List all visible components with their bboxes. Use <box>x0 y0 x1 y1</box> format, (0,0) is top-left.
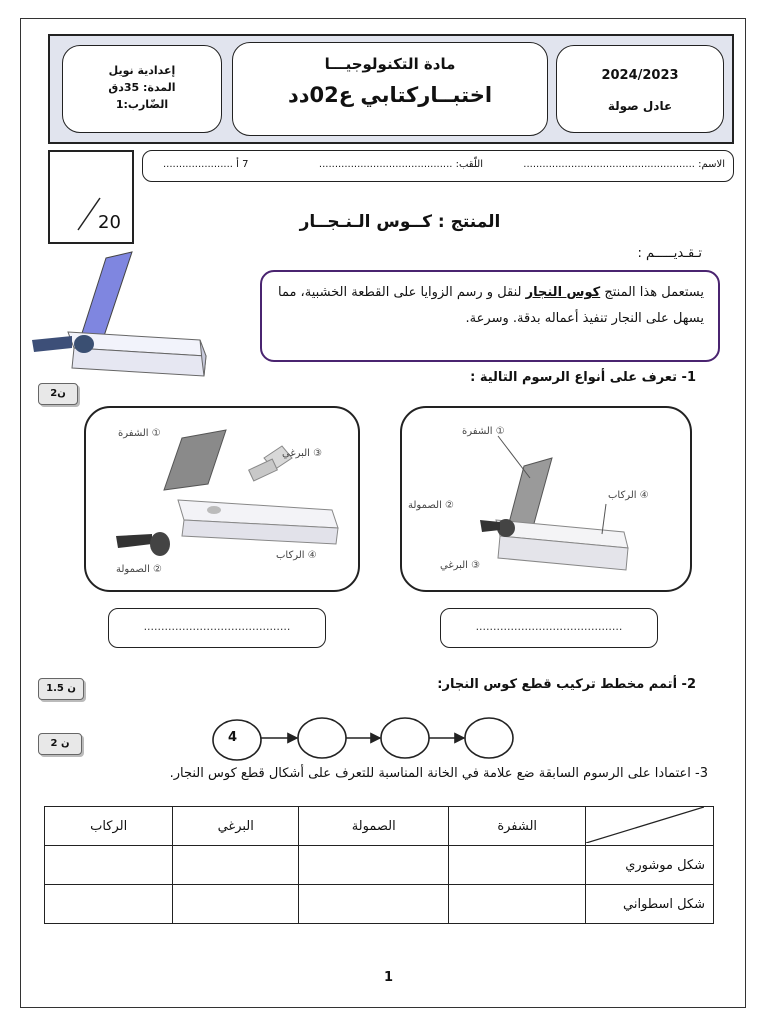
col-header-nut: الصمولة <box>299 807 449 846</box>
intro-product-name: كوس النجار <box>525 285 601 300</box>
label-screw: ③ البرغي <box>440 560 481 571</box>
year-box <box>556 45 724 133</box>
page-number: 1 <box>384 970 394 985</box>
exploded-view-frame <box>84 406 360 592</box>
row-header-prismatic: شكل موشوري <box>586 846 714 885</box>
col-header-blade: الشفرة <box>449 807 586 846</box>
label-screw: ③ البرغي <box>282 448 323 459</box>
question-3: 3- اعتمادا على الرسوم السابقة ضع علامة في الخانة المناسبة للتعرف على أشكال قطع كوس النجار. <box>169 766 708 781</box>
col-header-screw: البرغي <box>173 807 299 846</box>
diagram-node-4 <box>465 718 513 758</box>
exam-title: اختبــاركتابي ع02دد <box>287 83 493 107</box>
intro-text-part2: لنقل و رسم الزوايا على القطعة الخشبية، مما يسهل على النجار تنفيذ أعماله بدقة. وسرعة. <box>277 285 704 326</box>
answer-cell[interactable] <box>173 885 299 924</box>
duration: المدة: 35دق <box>108 81 176 94</box>
teacher-name: عادل صولة <box>607 99 673 113</box>
carpenter-square-illustration <box>28 248 218 388</box>
answer-box-left[interactable]: .......................................... <box>108 608 326 648</box>
answer-box-right[interactable]: .......................................... <box>440 608 658 648</box>
diagram-node-2 <box>298 718 346 758</box>
intro-box <box>260 270 720 362</box>
intro-heading: تـقـديـــــم : <box>637 246 702 261</box>
score-max: 20 <box>98 212 121 233</box>
points-callout-q3: 2 ن <box>38 733 82 755</box>
row-header-cylindrical: شكل اسطواني <box>586 885 714 924</box>
shape-classification-table <box>44 806 714 924</box>
col-header-stock: الركاب <box>45 807 173 846</box>
label-stock: ④ الركاب <box>276 550 317 561</box>
question-1: 1- تعرف على أنواع الرسوم التالية : <box>470 370 696 385</box>
score-box <box>48 150 134 244</box>
intro-text-part1: يستعمل هذا المنتج <box>604 285 704 300</box>
diagonal-line-icon <box>586 807 704 843</box>
surname-field[interactable]: اللّقب: .......................................... <box>318 159 483 170</box>
class-field[interactable]: 7 أ ...................... <box>163 159 249 170</box>
points-callout-q1: ن2 <box>38 383 78 405</box>
answer-cell[interactable] <box>45 885 173 924</box>
name-field[interactable]: الاسم: ...................................................... <box>523 159 725 170</box>
school-name: إعدادية نويل <box>108 64 176 77</box>
answer-cell[interactable] <box>449 846 586 885</box>
label-blade: ① الشفرة <box>118 428 161 439</box>
school-info-box <box>62 45 222 133</box>
intro-text <box>262 272 718 340</box>
coefficient: الضّارب:1 <box>115 98 169 111</box>
label-blade: ① الشفرة <box>462 426 505 437</box>
label-nut: ② الصمولة <box>116 564 162 575</box>
diagram-node-3 <box>381 718 429 758</box>
label-nut: ② الصمولة <box>408 500 454 511</box>
table-corner-cell <box>586 807 714 846</box>
question-2: 2- أتمم مخطط تركيب قطع كوس النجار: <box>437 677 696 692</box>
points-callout-q2: 1.5 ن <box>38 678 84 700</box>
exam-title-box <box>232 42 548 136</box>
school-year: 2024/2023 <box>601 68 679 83</box>
subject-title: مادة التكنولوجيـــا <box>324 55 456 73</box>
assembly-diagram <box>205 712 525 768</box>
student-info-row <box>142 150 734 182</box>
answer-cell[interactable] <box>449 885 586 924</box>
answer-cell[interactable] <box>45 846 173 885</box>
product-title: المنتج : كــوس الـنـجــار <box>299 212 501 232</box>
answer-cell[interactable] <box>299 885 449 924</box>
answer-cell[interactable] <box>173 846 299 885</box>
diagram-node-1-label: 4 <box>228 730 238 745</box>
label-stock: ④ الركاب <box>608 490 649 501</box>
assembled-view-frame <box>400 406 692 592</box>
answer-cell[interactable] <box>299 846 449 885</box>
